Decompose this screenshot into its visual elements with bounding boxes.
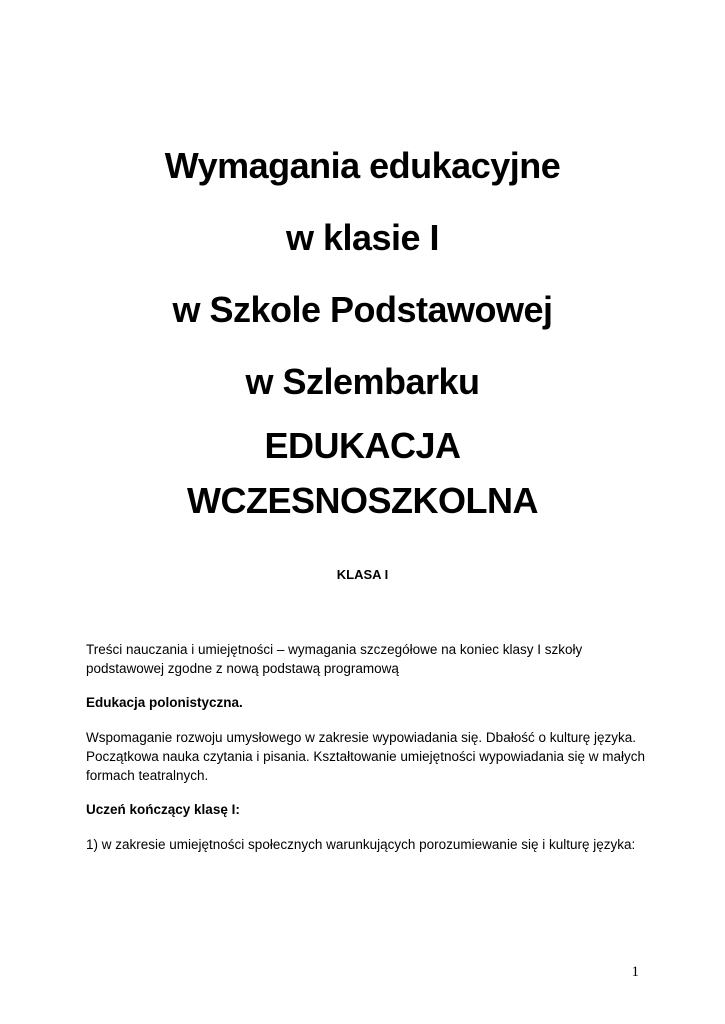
section-paragraph: Wspomaganie rozwoju umysłowego w zakresie wypowiadania się. Dbałość o kulturę języka. Początkowa nauka czytania i pisania. Kształtowanie umiejętności wypowiadania się w małych formach teatralnych. (86, 730, 646, 783)
title-line-4: w Szlembarku (245, 361, 480, 402)
document-title (0, 130, 725, 528)
list-item-1: 1) w zakresie umiejętności społecznych warunkujących porozumiewanie się i kulturę języka: (86, 837, 636, 852)
intro-paragraph: Treści nauczania i umiejętności – wymagania szczegółowe na koniec klasy I szkoły podstawowej zgodne z nową podstawą programową (86, 642, 583, 676)
class-label: KLASA I (336, 567, 389, 582)
page-number: 1 (631, 964, 639, 980)
title-line-3: w Szkole Podstawowej (172, 289, 553, 330)
title-line-5: EDUKACJA (264, 425, 461, 466)
student-heading: Uczeń kończący klasę I: (86, 802, 240, 817)
section-heading: Edukacja polonistyczna. (86, 695, 243, 710)
title-line-6: WCZESNOSZKOLNA (187, 480, 538, 521)
title-line-2: w klasie I (285, 217, 440, 258)
title-line-1: Wymagania edukacyjne (164, 145, 561, 186)
